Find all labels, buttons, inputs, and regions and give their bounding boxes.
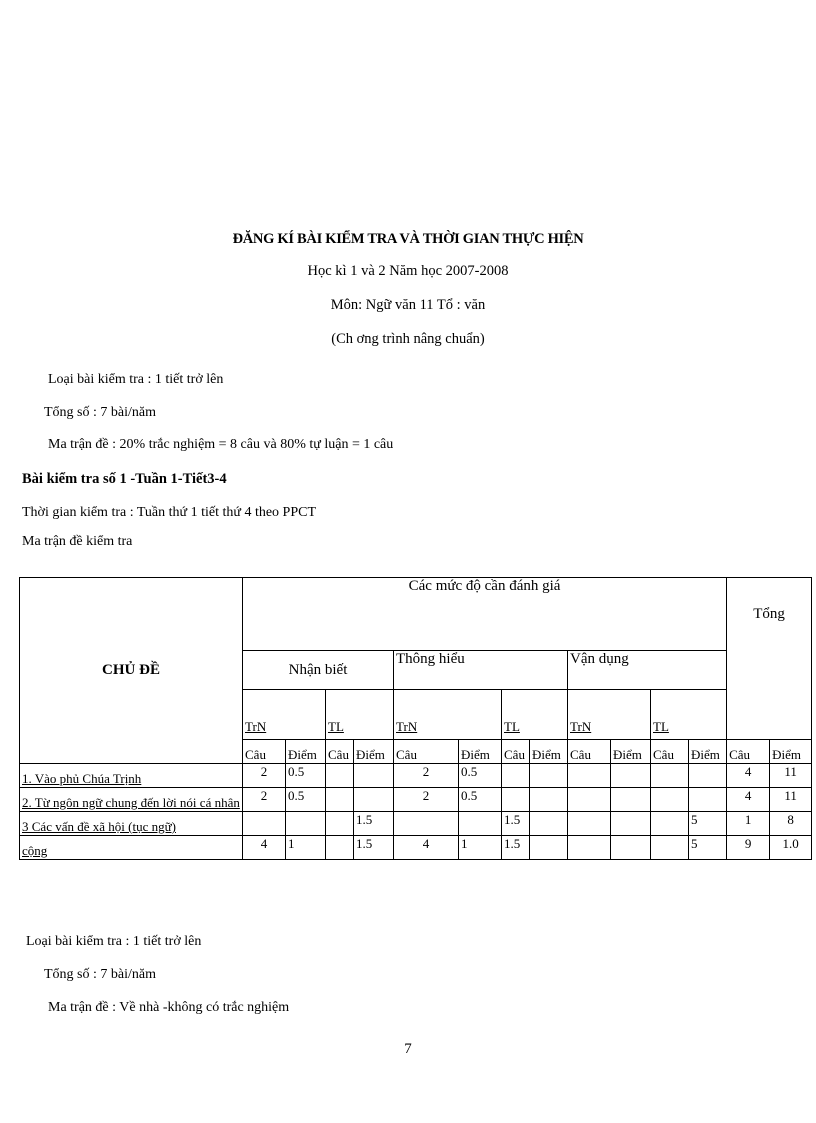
test1-matrix-label: Ma trận đề kiểm tra (22, 534, 133, 549)
row-cell (568, 788, 611, 812)
sub-col-header: Câu (568, 740, 611, 764)
matrix-table (19, 577, 812, 860)
type-label: TrN (396, 719, 418, 734)
row-cell (530, 788, 568, 812)
sub-col-header: Câu (394, 740, 459, 764)
level-nhan-biet: Nhận biết (288, 661, 348, 678)
row-cell: 1 (286, 836, 326, 860)
row-cell (530, 812, 568, 836)
table-row (20, 788, 812, 812)
type-cell (502, 690, 568, 740)
row-cell (568, 812, 611, 836)
test2-total: Tổng số : 7 bài/năm (44, 967, 156, 982)
row-cell (502, 764, 530, 788)
subject-line: Môn: Ngữ văn 11 Tổ : văn (330, 297, 486, 313)
test1-time: Thời gian kiểm tra : Tuần thứ 1 tiết thứ 4 theo PPCT (22, 505, 317, 520)
sub-col-header: Câu (651, 740, 689, 764)
row-cell (651, 836, 689, 860)
row-cell (326, 812, 354, 836)
row-cell: 11 (770, 764, 812, 788)
row-cell (611, 764, 651, 788)
row-cell (611, 812, 651, 836)
row-topic: 3 Các vấn đề xã hội (tục ngữ) (20, 812, 243, 836)
total-header: Tổng (753, 606, 785, 622)
type-label: TrN (570, 719, 592, 734)
row-cell (689, 764, 727, 788)
row-cell: 1.5 (354, 836, 394, 860)
sub-col-header: Điểm (611, 740, 651, 764)
row-cell: 2 (394, 788, 459, 812)
sub-col-header: Câu (502, 740, 530, 764)
test2-type: Loại bài kiểm tra : 1 tiết trở lên (26, 934, 202, 949)
row-cell (611, 836, 651, 860)
total-header-cell (727, 578, 812, 740)
row-cell: 4 (727, 764, 770, 788)
row-cell (394, 812, 459, 836)
row-cell (286, 812, 326, 836)
table-row (20, 764, 812, 788)
sub-col-header: Điểm (530, 740, 568, 764)
sub-col-header: Câu (243, 740, 286, 764)
type-label: TrN (245, 719, 267, 734)
page-title: ĐĂNG KÍ BÀI KIỂM TRA VÀ THỜI GIAN THỰC HIỆN (232, 231, 584, 247)
type-cell (326, 690, 394, 740)
sub-col-header: Điểm (459, 740, 502, 764)
row-cell (502, 788, 530, 812)
type-cell (243, 690, 326, 740)
row-cell (689, 788, 727, 812)
sub-col-header: Câu (727, 740, 770, 764)
sub-col-header: Điểm (354, 740, 394, 764)
row-cell: 11 (770, 788, 812, 812)
level-thong-hieu: Thông hiểu (396, 651, 465, 667)
intro-matrix: Ma trận đề : 20% trắc nghiệm = 8 câu và 80% tự luận = 1 câu (48, 437, 394, 452)
row-cell (326, 836, 354, 860)
table-row (20, 812, 812, 836)
intro-total: Tổng số : 7 bài/năm (44, 405, 156, 420)
row-cell: 0.5 (286, 764, 326, 788)
row-cell (243, 812, 286, 836)
row-topic: 1. Vào phủ Chúa Trịnh (20, 764, 243, 788)
levels-header-cell (243, 578, 727, 651)
row-cell (651, 788, 689, 812)
row-cell: 5 (689, 812, 727, 836)
row-cell: 0.5 (286, 788, 326, 812)
row-cell: 4 (727, 788, 770, 812)
type-label: TL (504, 719, 520, 734)
type-label: TL (328, 719, 344, 734)
sub-col-header: Điểm (286, 740, 326, 764)
test2-matrix: Ma trận đề : Về nhà -không có trắc nghiệm (48, 1000, 290, 1015)
type-label: TL (653, 719, 669, 734)
row-cell: 1.5 (354, 812, 394, 836)
page-number: 7 (404, 1041, 412, 1057)
type-cell (394, 690, 502, 740)
intro-type: Loại bài kiểm tra : 1 tiết trở lên (48, 372, 224, 387)
sub-col-header: Điểm (689, 740, 727, 764)
row-cell (651, 764, 689, 788)
level-thong-hieu-cell (394, 651, 568, 690)
row-topic: 2. Từ ngôn ngữ chung đến lời nói cá nhân (20, 788, 243, 812)
program-line: (Ch ơng trình nâng chuẩn) (331, 331, 485, 347)
row-cell: 1 (459, 836, 502, 860)
row-cell: 4 (394, 836, 459, 860)
level-van-dung-cell (568, 651, 727, 690)
type-cell (568, 690, 651, 740)
row-cell (530, 764, 568, 788)
levels-header: Các mức độ cần đánh giá (408, 578, 561, 594)
sub-col-header: Điểm (770, 740, 812, 764)
row-cell (568, 836, 611, 860)
type-cell (651, 690, 727, 740)
row-cell (326, 788, 354, 812)
row-cell: 0.5 (459, 788, 502, 812)
row-cell (530, 836, 568, 860)
row-cell (354, 788, 394, 812)
row-cell: 5 (689, 836, 727, 860)
topic-header: CHỦ ĐỀ (102, 662, 160, 678)
row-cell: 2 (243, 788, 286, 812)
row-cell (611, 788, 651, 812)
sub-col-header: Câu (326, 740, 354, 764)
row-cell: 2 (394, 764, 459, 788)
row-cell: 9 (727, 836, 770, 860)
row-cell: 1.5 (502, 836, 530, 860)
row-topic: cộng (20, 836, 243, 860)
row-cell (568, 764, 611, 788)
row-cell: 1.5 (502, 812, 530, 836)
row-cell (459, 812, 502, 836)
row-cell (326, 764, 354, 788)
row-cell: 8 (770, 812, 812, 836)
row-cell: 4 (243, 836, 286, 860)
row-cell: 0.5 (459, 764, 502, 788)
topic-header-cell (20, 578, 243, 764)
row-cell: 1.0 (770, 836, 812, 860)
level-nhan-biet-cell (243, 651, 394, 690)
row-cell (354, 764, 394, 788)
test1-heading: Bài kiểm tra số 1 -Tuần 1-Tiết3-4 (22, 471, 227, 487)
table-row (20, 836, 812, 860)
semester-line: Học kì 1 và 2 Năm học 2007-2008 (307, 263, 509, 279)
row-cell (651, 812, 689, 836)
level-van-dung: Vận dụng (570, 651, 629, 667)
row-cell: 2 (243, 764, 286, 788)
row-cell: 1 (727, 812, 770, 836)
